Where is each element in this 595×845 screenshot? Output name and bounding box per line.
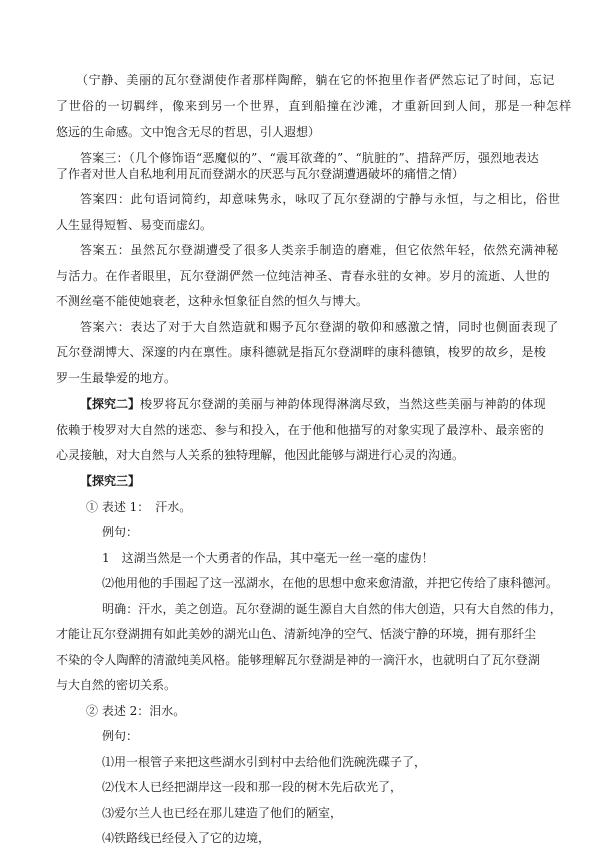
section-label: 【探究二】 <box>80 397 141 411</box>
text-line: 依赖于梭罗对大自然的迷恋、参与和投入，在于他和他描写的对象实现了最淳朴、最亲密的 <box>56 423 545 437</box>
text-line: 答案三：（几个修饰语“恶魔似的”、“震耳欲聋的”、“肮脏的”、措辞严厉，强烈地表达 <box>80 151 540 165</box>
text-line: 与大自然的密切关系。 <box>56 678 177 692</box>
text-line: 不染的令人陶醉的清澈纯美风格。能够理解瓦尔登湖是神的一滴汗水，也就明白了瓦尔登湖 <box>56 653 541 667</box>
text-line: ② 表述 2：泪水。 <box>86 704 186 718</box>
text-line: ⑶爱尔兰人也已经在那儿建造了他们的陋室， <box>102 806 343 820</box>
text-line: ⑴用一根管子来把这些湖水引到村中去给他们洗碗洗碟子了， <box>102 755 427 769</box>
text-line: 悠远的生命感。文中饱含无尽的哲思，引人遐想） <box>56 125 321 139</box>
text-line: 了作者对世人自私地利用瓦而登湖水的厌恶与瓦尔登湖遭遇破坏的痛惜之情） <box>56 167 465 181</box>
text-line: 才能让瓦尔登湖拥有如此美妙的湖光山色、清新纯净的空气、恬淡宁静的环境，拥有那纤尘 <box>56 627 537 641</box>
text-line: 答案四：此句语词简约，却意味隽永，咏叹了瓦尔登湖的宁静与永恒，与之相比，俗世 <box>80 192 561 206</box>
text-line: 瓦尔登湖博大、深邃的内在禀性。康科德就是指瓦尔登湖畔的康科德镇，梭罗的故乡，是梭 <box>56 345 547 359</box>
text-line: 答案五：虽然瓦尔登湖遭受了很多人类亲手制造的磨难，但它依然年轻，依然充满神秘 <box>80 243 559 257</box>
text-line: 例句： <box>102 729 139 743</box>
text-run: 梭罗将瓦尔登湖的美丽与神韵体现得淋漓尽致，当然这些美丽与神韵的体现 <box>140 397 546 411</box>
text-line: 罗一生最挚爱的地方。 <box>56 371 177 385</box>
text-line: 明确：汗水，美之创造。瓦尔登湖的诞生源自大自然的伟大创造，只有大自然的伟力， <box>102 602 562 616</box>
text-line: ⑷铁路线已经侵入了它的边境， <box>102 831 271 845</box>
text-line: ⑵他用他的手围起了这一泓湖水，在他的思想中愈来愈清澈，并把它传给了康科德河。 <box>102 576 559 590</box>
text-line: ⑵伐木人已经把湖岸这一段和那一段的树木先后砍光了， <box>102 780 403 794</box>
text-line: ① 表述 1： 汗水。 <box>86 500 192 514</box>
text-line: 1 这湖当然是一个大勇者的作品，其中毫无一丝一毫的虚伪！ <box>102 551 434 565</box>
text-line: 不测丝毫不能使她衰老，这种永恒象征自然的恒久与博大。 <box>56 294 369 308</box>
text-line <box>80 397 546 411</box>
text-line: 心灵接触，对大自然与人关系的独特理解，他因此能够与湖进行心灵的沟通。 <box>56 448 465 462</box>
text-line: （宁静、美丽的瓦尔登湖使作者那样陶醉，躺在它的怀抱里作者俨然忘记了时间，忘记 <box>76 73 555 87</box>
text-line: 例句： <box>102 525 139 539</box>
text-line: 了世俗的一切羁绊，像来到另一个世界，直到船撞在沙滩，才重新回到人间，那是一种怎样 <box>56 99 573 113</box>
text-line: 与活力。在作者眼里，瓦尔登湖俨然一位纯洁神圣、青春永驻的女神。岁月的流逝、人世的 <box>56 269 551 283</box>
section-heading: 【探究三】 <box>80 474 141 488</box>
text-line: 答案六：表达了对于大自然造就和赐予瓦尔登湖的敬仰和感激之情，同时也侧面表现了 <box>80 320 559 334</box>
text-line: 人生显得短暂、易变而虚幻。 <box>56 218 213 232</box>
